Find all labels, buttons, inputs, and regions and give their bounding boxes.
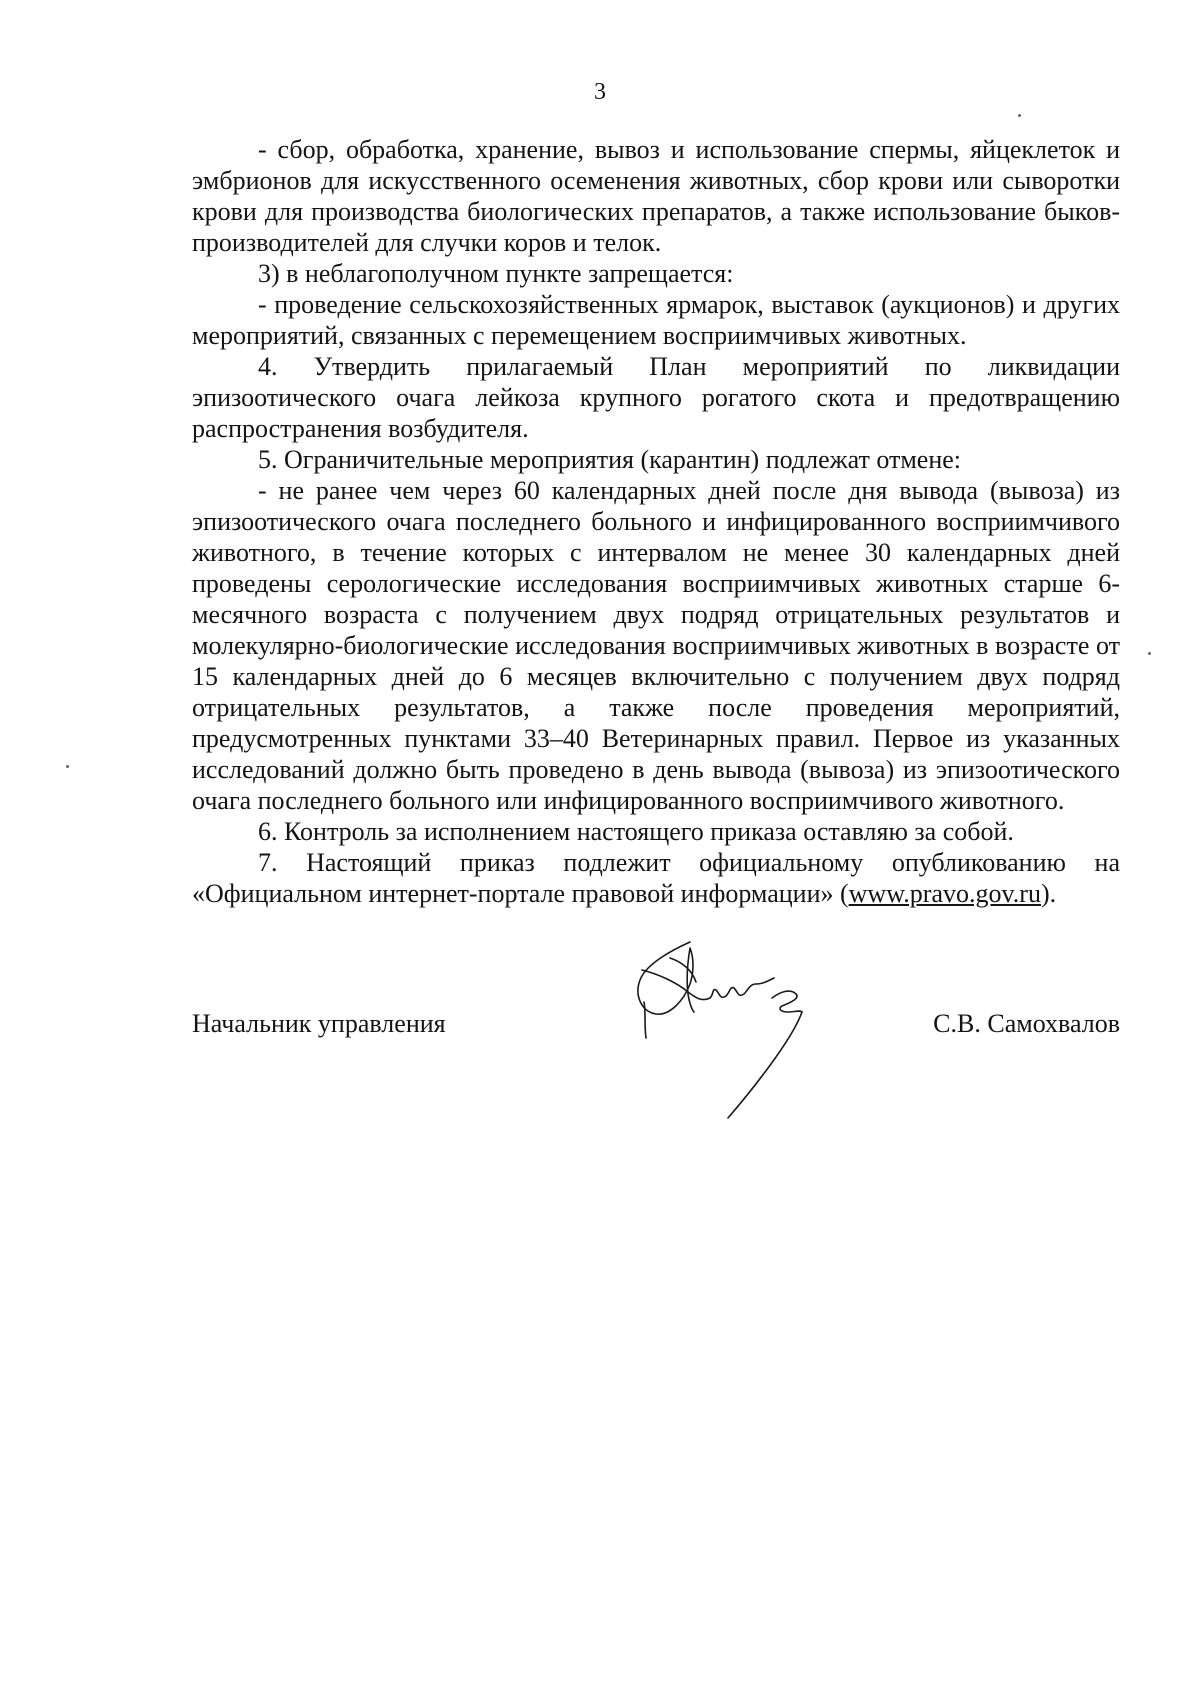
scan-speck — [1148, 652, 1151, 655]
paragraph: - проведение сельскохозяйственных ярмарок, выставок (аукционов) и других мероприятий, связанных с перемещением восприимчивых животных. — [192, 290, 1120, 350]
page-number: 3 — [594, 79, 606, 105]
paragraph: 4. Утвердить прилагаемый План мероприятий по ликвидации эпизоотического очага лейкоза крупного рогатого скота и предотвращению распространения возбудителя. — [192, 352, 1120, 443]
publication-paragraph — [192, 847, 1120, 909]
publication-text: 7. Настоящий приказ подлежит официальному опубликованию на «Официальном интернет-портале правовой информации» ( — [192, 848, 1120, 908]
document-body — [192, 134, 1120, 909]
handwritten-signature — [632, 940, 832, 1120]
paragraph: 3) в неблагополучном пункте запрещается: — [258, 259, 734, 288]
scan-speck — [1018, 114, 1021, 117]
pravo-portal-link[interactable]: www.pravo.gov.ru — [848, 879, 1041, 908]
publication-text-end: ). — [1040, 879, 1057, 908]
scan-speck — [66, 765, 69, 768]
paragraph: - не ранее чем через 60 календарных дней после дня вывода (вывоза) из эпизоотического очага последнего больного и инфицированного восприимчивого животного, в течение которых с интервалом не менее 30 календарных дней проведены серологические исследования восприимчивых животных старше 6-месячного возраста с получением двух подряд отрицательных результатов и молекулярно-биологические исследования восприимчивых животных в возрасте от 15 календарных дней до 6 месяцев включительно с получением двух подряд отрицательных результатов, а также после проведения мероприятий, предусмотренных пунктами 33–40 Ветеринарных правил. Первое из указанных исследований должно быть проведено в день вывода (вывоза) из эпизоотического очага последнего больного или инфицированного восприимчивого животного. — [192, 476, 1120, 815]
paragraph: 5. Ограничительные мероприятия (карантин) подлежат отмене: — [258, 445, 962, 474]
paragraph: - сбор, обработка, хранение, вывоз и использование спермы, яйцеклеток и эмбрионов для искусственного осеменения животных, сбор крови или сыворотки крови для производства биологических препаратов, а также использование быков-производителей для случки коров и телок. — [192, 135, 1120, 257]
signer-name: С.В. Самохвалов — [933, 1009, 1120, 1038]
signer-position: Начальник управления — [192, 1009, 446, 1038]
paragraph: 6. Контроль за исполнением настоящего приказа оставляю за собой. — [258, 817, 1014, 846]
